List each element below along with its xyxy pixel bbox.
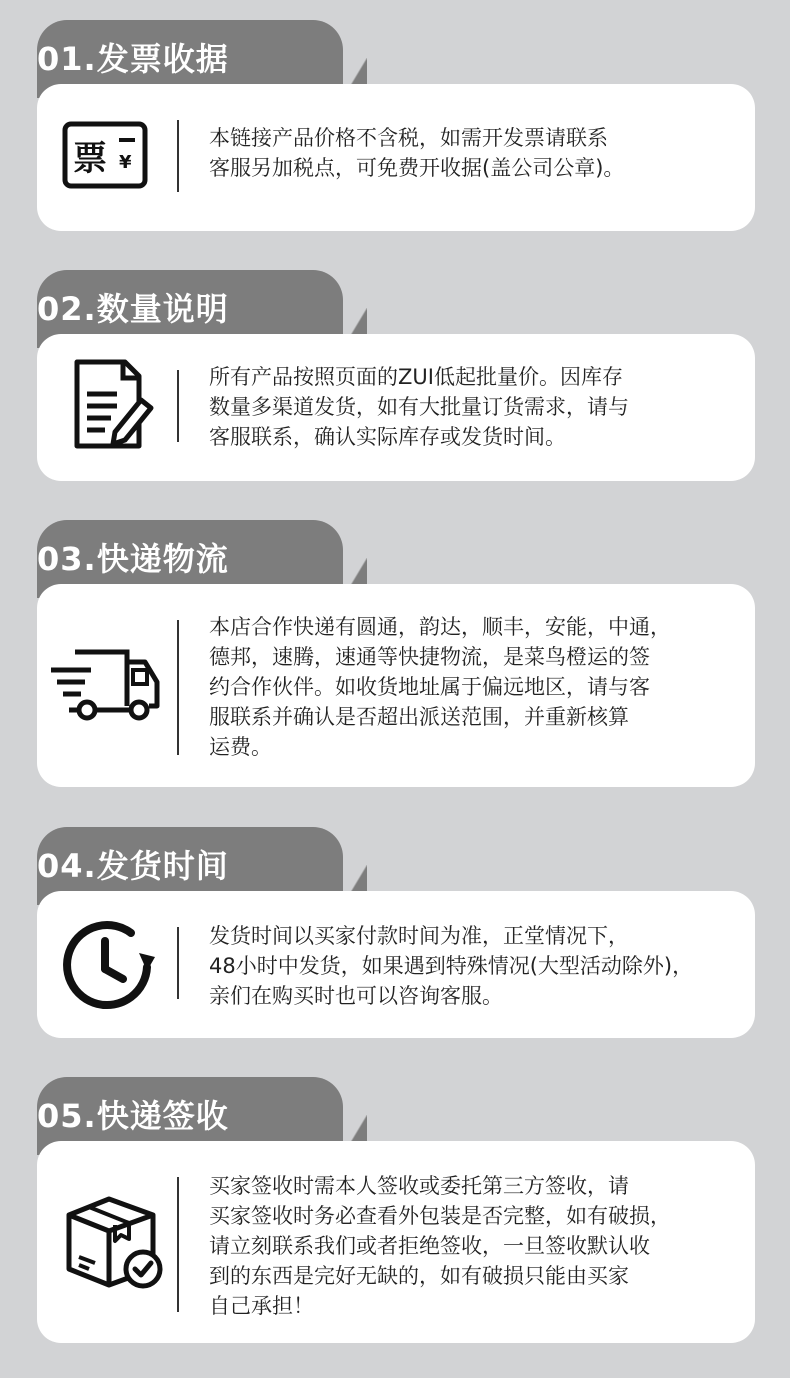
text-line: 客服另加税点，可免费开收据(盖公司公章)。	[209, 156, 625, 180]
divider	[177, 1177, 179, 1312]
section-text	[209, 362, 735, 452]
text-line: 到的东西是完好无缺的，如有破损只能由买家	[209, 1264, 629, 1288]
text-line: 数量多渠道发货，如有大批量订货需求，请与	[209, 395, 629, 419]
text-line: 自己承担！	[209, 1294, 314, 1318]
section-text	[209, 123, 735, 183]
invoice-icon	[59, 110, 159, 210]
section-card	[37, 334, 755, 481]
text-line: 所有产品按照页面的ZUI低起批量价。因库存	[209, 365, 623, 389]
section-card	[37, 891, 755, 1038]
text-line: 发货时间以买家付款时间为准，正堂情况下，	[209, 924, 629, 948]
text-line: 德邦，速腾，速通等快捷物流，是菜鸟橙运的签	[209, 645, 650, 669]
section-text	[209, 1171, 735, 1321]
section-text	[209, 921, 735, 1011]
package-check-icon	[59, 1191, 169, 1291]
text-line: 买家签收时需本人签收或委托第三方签收，请	[209, 1174, 629, 1198]
divider	[177, 620, 179, 755]
section-title: 03.快递物流	[37, 540, 229, 578]
document-edit-icon	[59, 354, 159, 454]
text-line: 48小时中发货，如果遇到特殊情况(大型活动除外)，	[209, 954, 694, 978]
svg-text:¥: ¥	[119, 152, 132, 173]
divider	[177, 120, 179, 192]
svg-text:票: 票	[73, 139, 107, 179]
text-line: 服联系并确认是否超出派送范围，并重新核算	[209, 705, 629, 729]
divider	[177, 927, 179, 999]
text-line: 约合作伙伴。如收货地址属于偏远地区，请与客	[209, 675, 650, 699]
clock-icon	[59, 913, 159, 1013]
text-line: 运费。	[209, 735, 272, 759]
delivery-truck-icon	[47, 636, 163, 736]
section-title: 05.快递签收	[37, 1097, 229, 1135]
text-line: 请立刻联系我们或者拒绝签收，一旦签收默认收	[209, 1234, 650, 1258]
text-line: 亲们在购买时也可以咨询客服。	[209, 984, 503, 1008]
divider	[177, 370, 179, 442]
section-title: 02.数量说明	[37, 290, 229, 328]
section-card	[37, 1141, 755, 1343]
section-card	[37, 584, 755, 787]
section-text	[209, 612, 735, 762]
text-line: 客服联系，确认实际库存或发货时间。	[209, 425, 566, 449]
text-line: 本链接产品价格不含税，如需开发票请联系	[209, 126, 608, 150]
text-line: 本店合作快递有圆通，韵达，顺丰，安能，中通，	[209, 615, 671, 639]
section-card	[37, 84, 755, 231]
section-title: 04.发货时间	[37, 847, 229, 885]
section-title: 01.发票收据	[37, 40, 229, 78]
text-line: 买家签收时务必查看外包装是否完整，如有破损，	[209, 1204, 671, 1228]
